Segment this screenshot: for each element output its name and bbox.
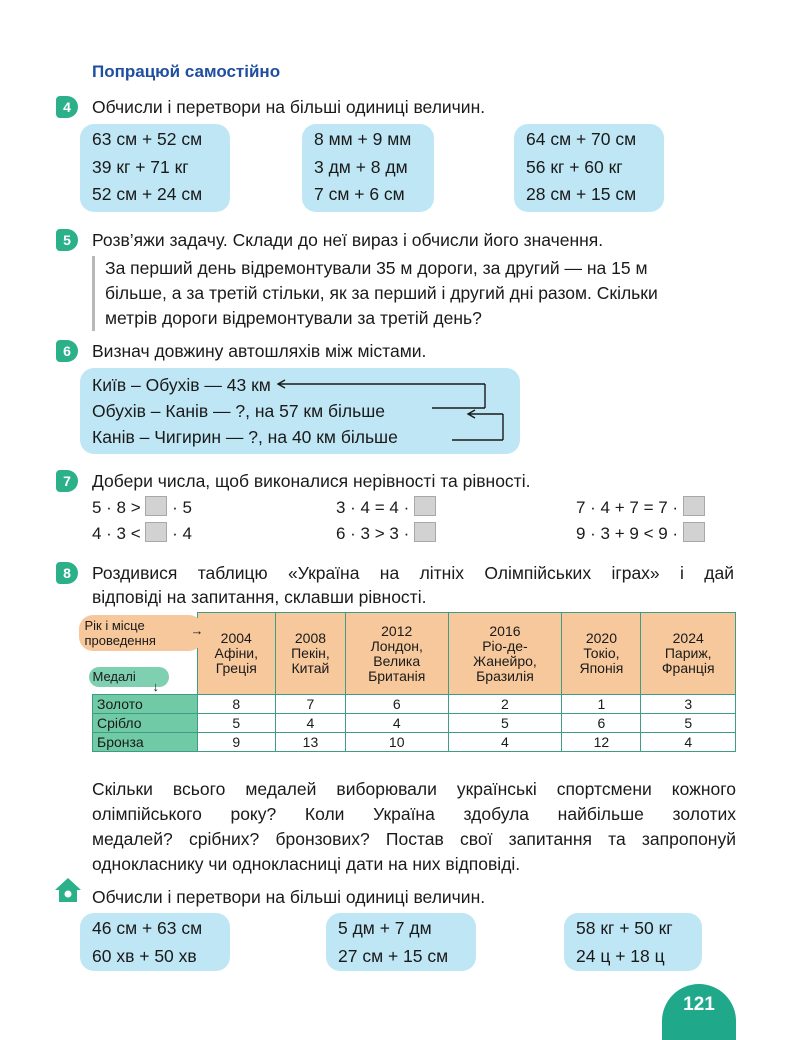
task-number-7: 7 bbox=[56, 470, 78, 492]
arrow-right-icon: → bbox=[190, 622, 204, 638]
home-bubble-1 bbox=[80, 913, 230, 971]
task-number-5: 5 bbox=[56, 229, 78, 251]
inequality bbox=[336, 521, 436, 546]
table-cell: 4 bbox=[275, 714, 345, 733]
expression: 64 см + 70 см bbox=[526, 129, 637, 149]
home-task-text: Обчисли і перетвори на більші одиниці величин. bbox=[92, 887, 486, 907]
page-number: 121 bbox=[662, 984, 736, 1040]
paragraph-line: олімпійського року? Коли Україна здобула найбільше золотих bbox=[92, 804, 736, 824]
column-header: 2024 Париж, Франція bbox=[641, 613, 736, 695]
inequality bbox=[576, 521, 705, 546]
row-label: Золото bbox=[93, 695, 198, 714]
table-cell: 6 bbox=[345, 695, 448, 714]
expression: 7 см + 6 см bbox=[314, 184, 405, 204]
expression: 46 см + 63 см bbox=[92, 918, 203, 938]
column-header: 2004 Афіни, Греція bbox=[197, 613, 275, 695]
table-cell: 5 bbox=[448, 714, 562, 733]
table-cell: 6 bbox=[562, 714, 641, 733]
table-cell: 9 bbox=[197, 733, 275, 752]
route-line-2: Обухів – Канів — ?, на 57 км більше bbox=[92, 401, 385, 421]
table-cell: 1 bbox=[562, 695, 641, 714]
table-cell: 10 bbox=[345, 733, 448, 752]
table-cell: 4 bbox=[641, 733, 736, 752]
task-8-text-line-1: Роздивися таблицю «Україна на літніх Олімпійських іграх» і дай bbox=[92, 563, 734, 583]
expression: 63 см + 52 см bbox=[92, 129, 203, 149]
inequality-left: 9 · 3 + 9 < 9 · bbox=[576, 524, 683, 543]
task-number-4: 4 bbox=[56, 96, 78, 118]
problem-line: метрів дороги відремонтували за третій день? bbox=[105, 308, 482, 328]
task-4-text: Обчисли і перетвори на більші одиниці величин. bbox=[92, 97, 486, 117]
expression: 52 см + 24 см bbox=[92, 184, 203, 204]
task-6-text: Визнач довжину автошляхів між містами. bbox=[92, 341, 427, 361]
route-arrows bbox=[0, 0, 800, 460]
expression: 56 кг + 60 кг bbox=[526, 156, 623, 177]
table-cell: 7 bbox=[275, 695, 345, 714]
table-cell: 5 bbox=[641, 714, 736, 733]
inequality bbox=[92, 521, 192, 546]
section-title: Попрацюй самостійно bbox=[92, 62, 281, 81]
expression: 58 кг + 50 кг bbox=[576, 918, 673, 938]
answer-box[interactable] bbox=[414, 522, 436, 542]
table-row bbox=[93, 695, 736, 714]
row-label: Срібло bbox=[93, 714, 198, 733]
arrow-down-icon: ↓ bbox=[152, 678, 159, 694]
inequality-left: 6 · 3 > 3 · bbox=[336, 524, 414, 543]
expression: 28 см + 15 см bbox=[526, 184, 637, 204]
paragraph-line: медалей? срібних? бронзових? Постав свої запитання та запропонуй bbox=[92, 829, 736, 849]
task-8-text-line-2: відповіді на запитання, склавши рівності. bbox=[92, 587, 427, 607]
column-header: 2008 Пекін, Китай bbox=[275, 613, 345, 695]
answer-box[interactable] bbox=[145, 522, 167, 542]
problem-line: більше, а за третій стільки, як за перший і другий дні разом. Скільки bbox=[105, 283, 658, 303]
answer-box[interactable] bbox=[145, 496, 167, 516]
table-cell: 4 bbox=[345, 714, 448, 733]
equality-left: 3 · 4 = 4 · bbox=[336, 498, 414, 517]
table-cell: 13 bbox=[275, 733, 345, 752]
task-7-text: Добери числа, щоб виконалися нерівності та рівності. bbox=[92, 471, 531, 491]
task-number-8: 8 bbox=[56, 562, 78, 584]
equality bbox=[576, 495, 705, 520]
house-icon bbox=[54, 876, 82, 904]
expression: 8 мм + 9 мм bbox=[314, 129, 412, 149]
answer-box[interactable] bbox=[414, 496, 436, 516]
year-label: Рік і місце проведення bbox=[79, 615, 203, 651]
table-cell: 2 bbox=[448, 695, 562, 714]
home-bubble-3 bbox=[564, 913, 702, 971]
paragraph-line: однокласнику чи однокласниці дати на них відповіді. bbox=[92, 854, 521, 874]
expression: 3 дм + 8 дм bbox=[314, 156, 408, 177]
home-bubble-2 bbox=[326, 913, 476, 971]
inequality-left: 5 · 8 > bbox=[92, 498, 146, 517]
column-header: 2020 Токіо, Японія bbox=[562, 613, 641, 695]
inequality-right: · 4 bbox=[167, 524, 192, 543]
table-cell: 5 bbox=[197, 714, 275, 733]
paragraph-line: Скільки всього медалей виборювали українські спортсмени кожного bbox=[92, 779, 736, 799]
table-corner bbox=[84, 613, 204, 695]
expression: 27 см + 15 см bbox=[338, 945, 449, 966]
answer-box[interactable] bbox=[683, 496, 705, 516]
row-label: Бронза bbox=[93, 733, 198, 752]
expression: 60 хв + 50 хв bbox=[92, 945, 197, 966]
route-line-3: Канів – Чигирин — ?, на 40 км більше bbox=[92, 427, 398, 447]
expression: 5 дм + 7 дм bbox=[338, 918, 432, 938]
task-number-6: 6 bbox=[56, 340, 78, 362]
table-cell: 12 bbox=[562, 733, 641, 752]
inequality bbox=[92, 495, 192, 520]
column-header: 2016 Ріо-де- Жанейро, Бразилія bbox=[448, 613, 562, 695]
task-8-questions bbox=[92, 777, 736, 877]
answer-box[interactable] bbox=[683, 522, 705, 542]
inequality-right: · 5 bbox=[167, 498, 192, 517]
route-line-1: Київ – Обухів — 43 км bbox=[92, 375, 271, 395]
table-cell: 8 bbox=[197, 695, 275, 714]
expression: 24 ц + 18 ц bbox=[576, 945, 665, 966]
inequality-left: 4 · 3 < bbox=[92, 524, 146, 543]
expression: 39 кг + 71 кг bbox=[92, 156, 189, 177]
column-header: 2012 Лондон, Велика Британія bbox=[345, 613, 448, 695]
equality bbox=[336, 495, 436, 520]
table-row bbox=[93, 733, 736, 752]
equality-left: 7 · 4 + 7 = 7 · bbox=[576, 498, 683, 517]
olympic-medals-table bbox=[84, 612, 736, 752]
task-5-text: Розв’яжи задачу. Склади до неї вираз і обчисли його значення. bbox=[92, 230, 604, 250]
medal-label: Медалі bbox=[89, 667, 169, 687]
table-cell: 3 bbox=[641, 695, 736, 714]
table-cell: 4 bbox=[448, 733, 562, 752]
table-row bbox=[93, 714, 736, 733]
problem-line: За перший день відремонтували 35 м дороги, за другий — на 15 м bbox=[105, 258, 648, 278]
